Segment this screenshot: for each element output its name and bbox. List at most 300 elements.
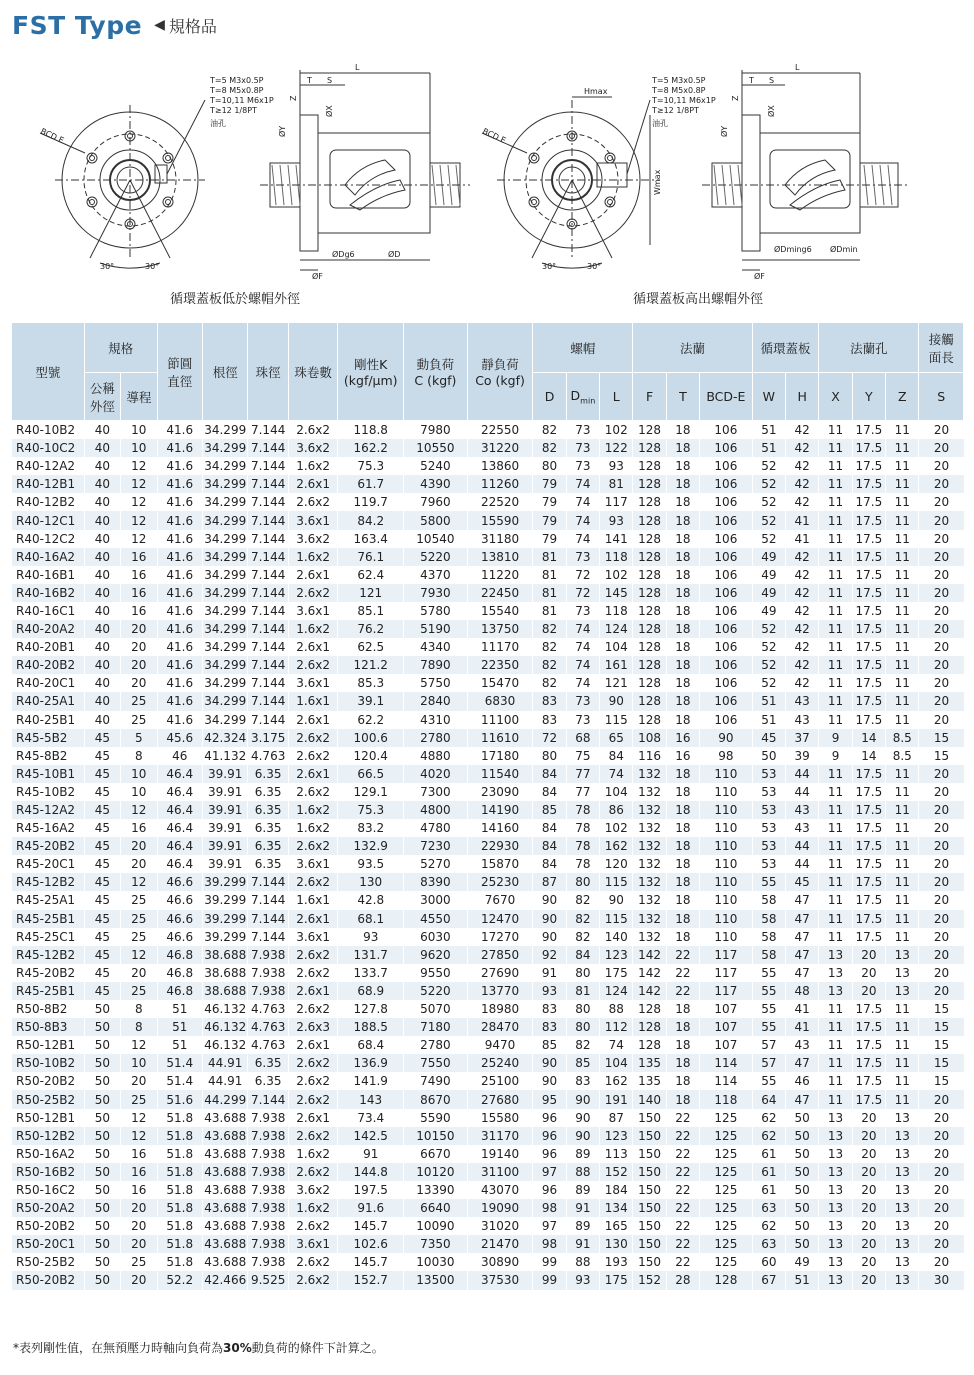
table-cell: R45-10B1	[12, 765, 85, 783]
table-cell: 2.6x2	[288, 837, 338, 855]
table-cell: 91	[566, 1235, 599, 1253]
col-stiffness: 剛性K (kgf/μm)	[338, 323, 404, 421]
table-cell: 18	[666, 548, 699, 566]
table-cell: 18	[666, 620, 699, 638]
table-cell: 16	[666, 729, 699, 747]
table-cell: 11	[886, 457, 919, 475]
table-cell: 6030	[404, 928, 468, 946]
table-cell: 62.4	[338, 566, 404, 584]
table-cell: 43.688	[202, 1163, 247, 1181]
table-cell: 74	[600, 765, 633, 783]
table-cell: 46.132	[202, 1000, 247, 1018]
table-cell: 124	[600, 982, 633, 1000]
table-cell: R50-8B3	[12, 1018, 85, 1036]
table-cell: 20	[852, 964, 885, 982]
table-cell: R50-20B2	[12, 1271, 85, 1289]
table-cell: 46.8	[157, 964, 202, 982]
oil-spec-3: T=10,11 M6x1P	[210, 96, 274, 105]
table-cell: 93.5	[338, 855, 404, 873]
table-cell: 74	[566, 493, 599, 511]
table-cell: 72	[566, 566, 599, 584]
table-cell: 42	[786, 548, 819, 566]
table-cell: 80	[566, 964, 599, 982]
table-cell: 47	[786, 946, 819, 964]
table-cell: 142	[633, 964, 666, 982]
table-cell: 85.3	[338, 674, 404, 692]
table-cell: 53	[752, 837, 785, 855]
table-cell: 18	[666, 1018, 699, 1036]
table-cell: 118	[700, 1090, 753, 1108]
table-cell: 1.6x2	[288, 819, 338, 837]
table-cell: 12	[121, 1109, 157, 1127]
table-cell: 116	[633, 747, 666, 765]
table-cell: 16	[121, 584, 157, 602]
table-cell: 51	[752, 421, 785, 440]
table-cell: 6830	[467, 692, 533, 710]
table-row	[12, 1271, 964, 1289]
table-cell: 5190	[404, 620, 468, 638]
dim-S-label: S	[327, 76, 333, 85]
table-cell: 39.1	[338, 692, 404, 710]
table-cell: 125	[700, 1127, 753, 1145]
table-cell: 79	[533, 493, 566, 511]
table-cell: 43.688	[202, 1127, 247, 1145]
table-cell: 83	[566, 1072, 599, 1090]
table-cell: 7.144	[248, 620, 288, 638]
table-cell: 110	[700, 891, 753, 909]
table-cell: 40	[84, 674, 120, 692]
table-cell: 20	[919, 439, 964, 457]
table-cell: 20	[919, 674, 964, 692]
table-cell: 42.8	[338, 891, 404, 909]
table-cell: 20	[852, 946, 885, 964]
table-cell: 43	[786, 819, 819, 837]
table-cell: 121	[338, 584, 404, 602]
table-cell: 46.8	[157, 982, 202, 1000]
table-cell: 7930	[404, 584, 468, 602]
table-cell: 44	[786, 765, 819, 783]
table-cell: 8390	[404, 873, 468, 891]
table-cell: 74	[600, 1036, 633, 1054]
table-cell: 72	[533, 729, 566, 747]
table-cell: R50-25B2	[12, 1253, 85, 1271]
table-cell: 20	[919, 855, 964, 873]
table-cell: 72	[566, 584, 599, 602]
table-cell: 42	[786, 674, 819, 692]
table-cell: 46.6	[157, 928, 202, 946]
page-title-block	[12, 8, 217, 42]
table-row	[12, 1072, 964, 1090]
table-cell: 51	[786, 1271, 819, 1289]
table-cell: 83	[533, 1000, 566, 1018]
table-cell: 17.5	[852, 457, 885, 475]
table-cell: 20	[919, 1235, 964, 1253]
col-flange: 法蘭	[633, 323, 752, 373]
table-cell: 50	[786, 1217, 819, 1235]
table-cell: 39.91	[202, 819, 247, 837]
table-row	[12, 1000, 964, 1018]
table-cell: 5070	[404, 1000, 468, 1018]
table-cell: 125	[700, 1235, 753, 1253]
table-cell: 22	[666, 1253, 699, 1271]
table-cell: 42	[786, 656, 819, 674]
table-cell: 2.6x2	[288, 656, 338, 674]
table-cell: 80	[566, 873, 599, 891]
table-cell: 5780	[404, 602, 468, 620]
table-cell: 13810	[467, 548, 533, 566]
table-cell: 152	[633, 1271, 666, 1289]
table-cell: 58	[752, 891, 785, 909]
table-cell: 13	[819, 1145, 852, 1163]
table-cell: 13	[819, 964, 852, 982]
table-cell: 64	[752, 1090, 785, 1108]
table-cell: 110	[700, 873, 753, 891]
table-cell: 52	[752, 457, 785, 475]
table-cell: 45	[84, 982, 120, 1000]
table-cell: 15	[919, 729, 964, 747]
table-cell: 106	[700, 548, 753, 566]
table-cell: 4880	[404, 747, 468, 765]
table-cell: 22	[666, 1217, 699, 1235]
table-cell: 42	[786, 620, 819, 638]
table-cell: 12470	[467, 910, 533, 928]
table-cell: 39.91	[202, 837, 247, 855]
table-cell: 11	[819, 475, 852, 493]
table-cell: 43.688	[202, 1253, 247, 1271]
table-cell: 51	[752, 439, 785, 457]
table-cell: 5220	[404, 982, 468, 1000]
left-diagram-caption: 循環蓋板低於螺帽外徑	[170, 292, 301, 307]
table-cell: R40-20B1	[12, 638, 85, 656]
table-cell: 2.6x2	[288, 1271, 338, 1289]
table-cell: 150	[633, 1163, 666, 1181]
table-cell: 41.6	[157, 439, 202, 457]
table-cell: 8670	[404, 1090, 468, 1108]
table-cell: 81	[533, 548, 566, 566]
table-cell: 11	[819, 638, 852, 656]
table-row	[12, 711, 964, 729]
table-cell: 11	[819, 692, 852, 710]
table-cell: 11	[819, 855, 852, 873]
table-cell: 128	[633, 548, 666, 566]
table-cell: 41.6	[157, 530, 202, 548]
table-cell: 132	[633, 837, 666, 855]
table-cell: 42.324	[202, 729, 247, 747]
table-cell: 17.5	[852, 910, 885, 928]
table-cell: 3.6x1	[288, 928, 338, 946]
table-cell: 13	[886, 1271, 919, 1289]
table-cell: 7.144	[248, 656, 288, 674]
table-cell: 8	[121, 1000, 157, 1018]
table-cell: 17.5	[852, 566, 885, 584]
table-cell: R40-12B2	[12, 493, 85, 511]
table-cell: 128	[633, 602, 666, 620]
table-cell: 128	[633, 656, 666, 674]
table-cell: 108	[633, 729, 666, 747]
table-cell: R45-8B2	[12, 747, 85, 765]
table-cell: 78	[566, 801, 599, 819]
table-cell: 110	[700, 910, 753, 928]
table-row	[12, 1090, 964, 1108]
table-cell: 11	[886, 928, 919, 946]
table-cell: 40	[84, 656, 120, 674]
table-cell: 41.6	[157, 602, 202, 620]
table-cell: 22	[666, 1163, 699, 1181]
table-cell: 84	[533, 855, 566, 873]
table-cell: R45-20C1	[12, 855, 85, 873]
table-cell: 93	[533, 982, 566, 1000]
table-cell: 133.7	[338, 964, 404, 982]
table-cell: 90	[600, 692, 633, 710]
table-cell: 39.299	[202, 891, 247, 909]
table-cell: 90	[533, 1072, 566, 1090]
table-cell: 10	[121, 421, 157, 440]
table-cell: R40-12B1	[12, 475, 85, 493]
table-cell: 12	[121, 873, 157, 891]
col-H: H	[786, 373, 819, 421]
table-cell: 132	[633, 928, 666, 946]
table-cell: 188.5	[338, 1018, 404, 1036]
table-cell: 39	[786, 747, 819, 765]
table-cell: 122	[600, 439, 633, 457]
table-cell: 128	[633, 638, 666, 656]
table-row	[12, 837, 964, 855]
table-cell: 150	[633, 1127, 666, 1145]
spec-table	[11, 322, 964, 1290]
table-cell: 15590	[467, 511, 533, 529]
table-cell: 117	[700, 946, 753, 964]
table-cell: 66.5	[338, 765, 404, 783]
table-cell: 2.6x2	[288, 946, 338, 964]
table-cell: 20	[919, 1090, 964, 1108]
table-cell: 40	[84, 638, 120, 656]
table-cell: 42	[786, 493, 819, 511]
table-cell: 16	[666, 747, 699, 765]
table-cell: 20	[919, 801, 964, 819]
table-cell: 184	[600, 1181, 633, 1199]
table-cell: 121	[600, 674, 633, 692]
table-cell: 43.688	[202, 1181, 247, 1199]
table-cell: 16	[121, 1181, 157, 1199]
table-row	[12, 1145, 964, 1163]
table-cell: R50-25B2	[12, 1090, 85, 1108]
table-cell: 123	[600, 946, 633, 964]
table-cell: 82	[566, 928, 599, 946]
table-cell: 4800	[404, 801, 468, 819]
table-cell: 81	[533, 584, 566, 602]
table-cell: 143	[338, 1090, 404, 1108]
table-cell: 31100	[467, 1163, 533, 1181]
table-cell: 51.8	[157, 1109, 202, 1127]
table-cell: 11540	[467, 765, 533, 783]
table-cell: 13	[886, 1217, 919, 1235]
table-cell: 41.6	[157, 566, 202, 584]
table-row	[12, 855, 964, 873]
table-row	[12, 439, 964, 457]
table-cell: 13	[886, 1127, 919, 1145]
table-cell: 7.144	[248, 584, 288, 602]
table-cell: 15470	[467, 674, 533, 692]
table-cell: 9.525	[248, 1271, 288, 1289]
table-cell: 18	[666, 1000, 699, 1018]
table-cell: R40-20A2	[12, 620, 85, 638]
table-row	[12, 548, 964, 566]
table-cell: 50	[84, 1235, 120, 1253]
table-cell: 34.299	[202, 439, 247, 457]
table-cell: 51.4	[157, 1054, 202, 1072]
table-cell: 13	[886, 964, 919, 982]
table-cell: 7960	[404, 493, 468, 511]
table-cell: 40	[84, 530, 120, 548]
table-cell: 13	[819, 982, 852, 1000]
table-cell: 128	[633, 493, 666, 511]
table-cell: 50	[84, 1000, 120, 1018]
table-cell: 11	[886, 584, 919, 602]
table-cell: 87	[533, 873, 566, 891]
table-cell: 7.938	[248, 982, 288, 1000]
table-cell: 34.299	[202, 493, 247, 511]
table-cell: 135	[633, 1072, 666, 1090]
table-cell: 45	[84, 855, 120, 873]
table-cell: R45-25C1	[12, 928, 85, 946]
table-cell: 104	[600, 638, 633, 656]
table-cell: 12	[121, 1127, 157, 1145]
table-cell: 18	[666, 692, 699, 710]
table-cell: 11	[819, 566, 852, 584]
table-cell: 141	[600, 530, 633, 548]
angle-label-d: 30°	[587, 262, 602, 271]
table-cell: 128	[633, 692, 666, 710]
table-cell: 40	[84, 584, 120, 602]
table-cell: 11	[886, 783, 919, 801]
table-cell: 42	[786, 566, 819, 584]
table-cell: 20	[919, 1181, 964, 1199]
table-cell: 7.144	[248, 674, 288, 692]
table-cell: 5	[121, 729, 157, 747]
table-cell: 20	[919, 566, 964, 584]
table-cell: 11	[819, 548, 852, 566]
table-cell: 52	[752, 475, 785, 493]
table-cell: 40	[84, 439, 120, 457]
table-cell: 45	[84, 837, 120, 855]
table-cell: 113	[600, 1145, 633, 1163]
col-spec: 規格	[84, 323, 157, 373]
table-cell: 3.6x1	[288, 674, 338, 692]
table-cell: 132	[633, 801, 666, 819]
table-cell: R45-16A2	[12, 819, 85, 837]
table-cell: 27690	[467, 964, 533, 982]
table-cell: 41.6	[157, 656, 202, 674]
table-cell: 51.8	[157, 1145, 202, 1163]
table-cell: 42	[786, 602, 819, 620]
table-cell: 42	[786, 638, 819, 656]
table-row	[12, 457, 964, 475]
table-cell: 82	[533, 674, 566, 692]
triangle-left-icon: ◀	[154, 17, 165, 33]
table-cell: 12	[121, 511, 157, 529]
table-cell: 19090	[467, 1199, 533, 1217]
table-cell: 47	[786, 964, 819, 982]
table-cell: 17.5	[852, 837, 885, 855]
table-cell: 13770	[467, 982, 533, 1000]
table-cell: 25	[121, 928, 157, 946]
table-cell: 11	[886, 801, 919, 819]
table-cell: 20	[919, 1145, 964, 1163]
table-cell: 45	[84, 819, 120, 837]
table-cell: 7.938	[248, 1163, 288, 1181]
table-cell: 17.5	[852, 1018, 885, 1036]
table-cell: 80	[566, 1018, 599, 1036]
table-cell: 34.299	[202, 620, 247, 638]
table-cell: R40-20C1	[12, 674, 85, 692]
table-cell: 118.8	[338, 421, 404, 440]
table-row	[12, 819, 964, 837]
table-cell: 78	[566, 855, 599, 873]
table-cell: 18	[666, 1054, 699, 1072]
table-cell: 41.6	[157, 457, 202, 475]
table-cell: 16	[121, 1163, 157, 1181]
table-cell: 20	[919, 692, 964, 710]
table-cell: 11610	[467, 729, 533, 747]
table-cell: 41	[786, 511, 819, 529]
table-cell: 4.763	[248, 1000, 288, 1018]
table-cell: 11	[819, 457, 852, 475]
table-cell: 150	[633, 1199, 666, 1217]
table-cell: 119.7	[338, 493, 404, 511]
table-cell: 18	[666, 584, 699, 602]
table-cell: 13	[819, 946, 852, 964]
table-cell: 20	[919, 946, 964, 964]
table-cell: 46.6	[157, 910, 202, 928]
table-cell: 10150	[404, 1127, 468, 1145]
table-cell: 11	[819, 530, 852, 548]
table-cell: 13	[819, 1199, 852, 1217]
table-cell: 12	[121, 475, 157, 493]
table-cell: 47	[786, 910, 819, 928]
table-cell: 118	[600, 548, 633, 566]
table-cell: 39.91	[202, 783, 247, 801]
table-cell: R50-12B2	[12, 1127, 85, 1145]
table-cell: 17.5	[852, 1090, 885, 1108]
table-cell: 106	[700, 421, 753, 440]
table-cell: 7.144	[248, 493, 288, 511]
table-cell: 7.144	[248, 475, 288, 493]
table-cell: 74	[566, 530, 599, 548]
table-cell: 11	[886, 620, 919, 638]
table-cell: 132	[633, 819, 666, 837]
table-cell: 76.1	[338, 548, 404, 566]
table-cell: 34.299	[202, 475, 247, 493]
table-cell: 20	[121, 1199, 157, 1217]
table-row	[12, 873, 964, 891]
table-cell: 89	[566, 1145, 599, 1163]
table-cell: 87	[600, 1109, 633, 1127]
table-cell: 11	[886, 638, 919, 656]
table-cell: 110	[700, 928, 753, 946]
table-cell: 15	[919, 1036, 964, 1054]
table-cell: 52	[752, 511, 785, 529]
table-cell: 2.6x2	[288, 1072, 338, 1090]
table-cell: 197.5	[338, 1181, 404, 1199]
table-cell: 13	[886, 1163, 919, 1181]
table-cell: 18	[666, 837, 699, 855]
oil-spec-1: T=5 M3x0.5P	[210, 76, 264, 85]
table-cell: 115	[600, 711, 633, 729]
table-cell: R40-12A2	[12, 457, 85, 475]
table-row	[12, 891, 964, 909]
table-cell: 34.299	[202, 548, 247, 566]
table-cell: 17.5	[852, 421, 885, 440]
